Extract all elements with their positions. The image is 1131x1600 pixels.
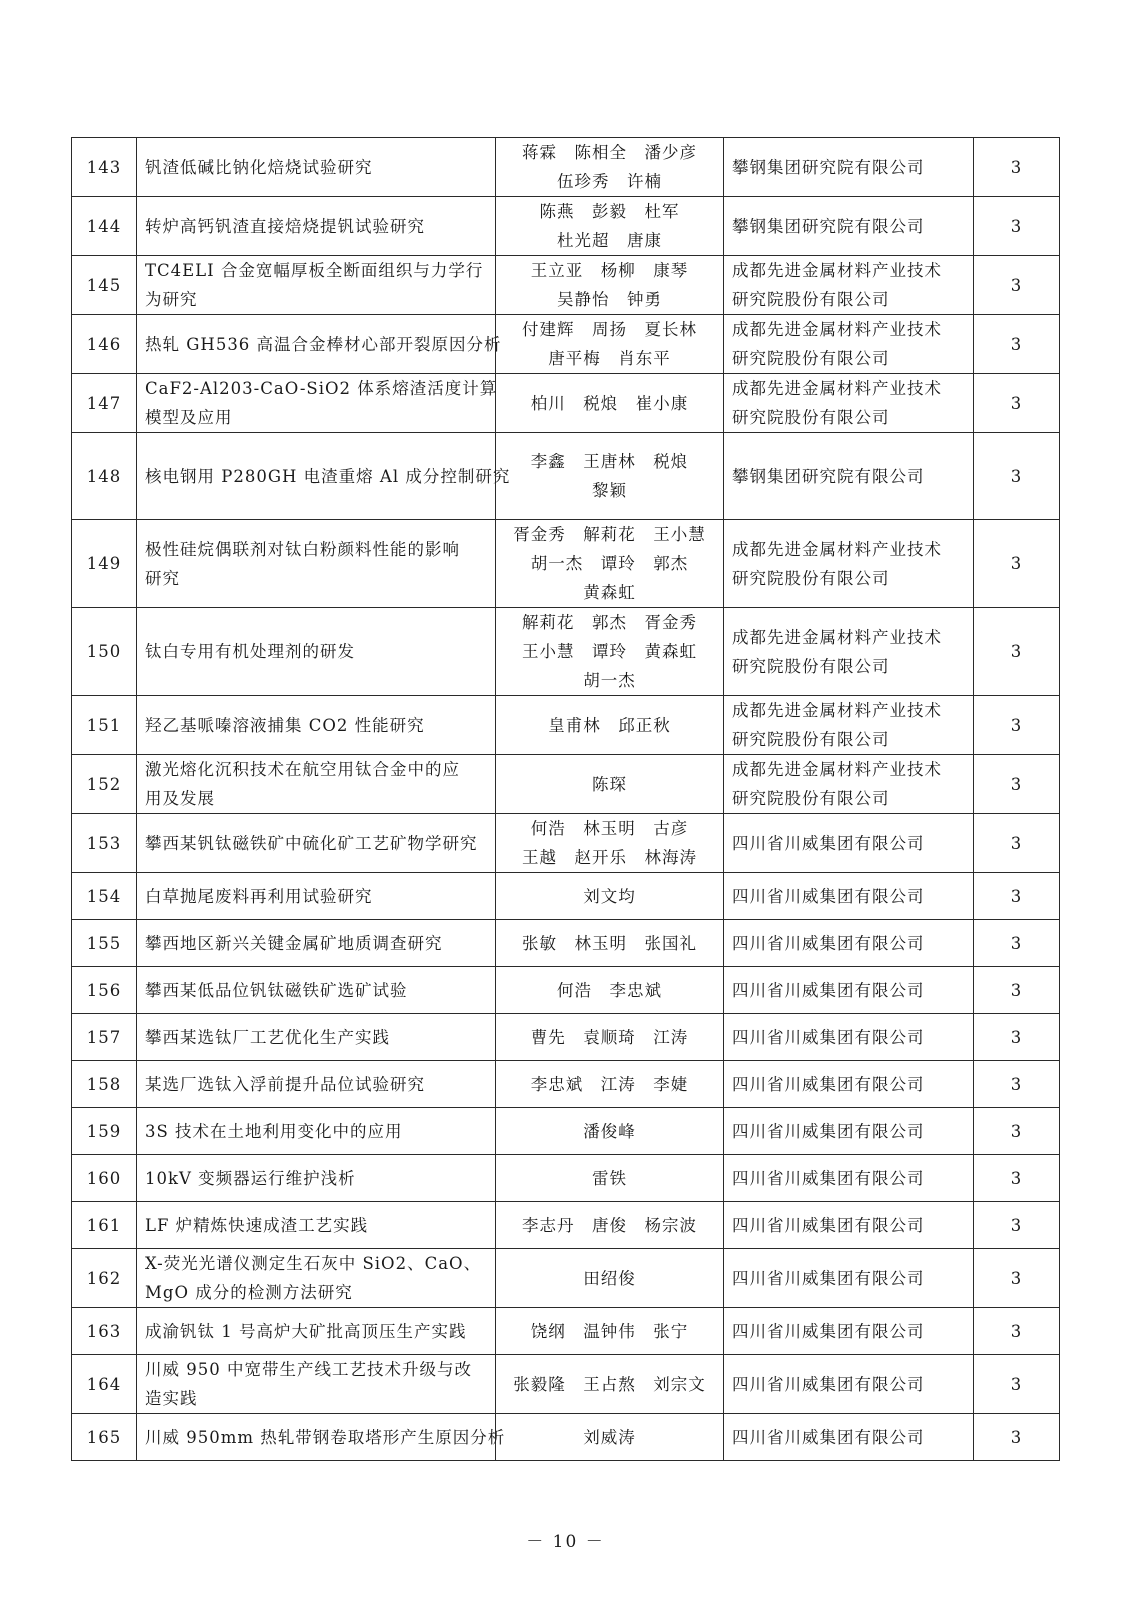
- project-title-cell-line: 川威 950mm 热轧带钢卷取塔形产生原因分析: [145, 1427, 506, 1447]
- project-title-cell: [137, 1355, 496, 1414]
- project-title-cell-line: 10kV 变频器运行维护浅析: [145, 1168, 356, 1188]
- project-title-cell-line: 用及发展: [145, 789, 215, 808]
- award-grade-cell: 3: [974, 920, 1060, 967]
- row-number-cell: 144: [72, 197, 137, 256]
- award-grade-cell: 3: [974, 520, 1060, 608]
- row-number-cell: 143: [72, 138, 137, 197]
- project-title-cell-line: MgO 成分的检测方法研究: [145, 1283, 353, 1302]
- organization-cell-line: 四川省川威集团有限公司: [732, 1168, 925, 1188]
- organization-cell-line: 研究院股份有限公司: [732, 568, 890, 588]
- authors-cell: [496, 256, 724, 315]
- project-title-cell: [137, 1202, 496, 1249]
- organization-cell: [724, 433, 974, 520]
- organization-cell-line: 成都先进金属材料产业技术: [732, 539, 942, 559]
- award-grade-cell: 3: [974, 967, 1060, 1014]
- authors-cell-line: 陈琛: [592, 774, 627, 794]
- authors-cell-line: 吴静怡 钟勇: [557, 290, 662, 309]
- row-number-cell: 156: [72, 967, 137, 1014]
- organization-cell: [724, 138, 974, 197]
- award-table: [71, 137, 1060, 1461]
- table-row: [72, 256, 1060, 315]
- authors-cell-line: 李忠斌 江涛 李婕: [530, 1074, 689, 1094]
- project-title-cell: [137, 967, 496, 1014]
- table-row: [72, 1061, 1060, 1108]
- row-number-cell: 161: [72, 1202, 137, 1249]
- table-row: [72, 814, 1060, 873]
- authors-cell: [496, 608, 724, 696]
- organization-cell-line: 四川省川威集团有限公司: [732, 1121, 925, 1141]
- project-title-cell-line: 激光熔化沉积技术在航空用钛合金中的应: [145, 760, 460, 779]
- organization-cell-line: 四川省川威集团有限公司: [732, 980, 925, 1000]
- authors-cell: [496, 873, 724, 920]
- project-title-cell: [137, 1249, 496, 1308]
- project-title-cell: [137, 1155, 496, 1202]
- award-grade-cell: 3: [974, 1355, 1060, 1414]
- project-title-cell-line: 转炉高钙钒渣直接焙烧提钒试验研究: [145, 216, 425, 236]
- authors-cell: [496, 920, 724, 967]
- authors-cell-line: 蒋霖 陈相全 潘少彦: [522, 143, 697, 162]
- authors-cell: [496, 315, 724, 374]
- award-grade-cell: 3: [974, 374, 1060, 433]
- organization-cell-line: 四川省川威集团有限公司: [732, 1374, 925, 1394]
- row-number-cell: 159: [72, 1108, 137, 1155]
- authors-cell: [496, 1014, 724, 1061]
- organization-cell-line: 研究院股份有限公司: [732, 789, 890, 808]
- authors-cell-line: 伍珍秀 许楠: [557, 172, 662, 191]
- organization-cell-line: 攀钢集团研究院有限公司: [732, 157, 925, 177]
- authors-cell-line: 王越 赵开乐 林海涛: [522, 848, 697, 867]
- project-title-cell-line: 攀西某低品位钒钛磁铁矿选矿试验: [145, 980, 408, 1000]
- organization-cell-line: 成都先进金属材料产业技术: [732, 627, 942, 647]
- project-title-cell-line: 羟乙基哌嗪溶液捕集 CO2 性能研究: [145, 715, 425, 735]
- authors-cell-line: 潘俊峰: [583, 1121, 636, 1141]
- table-row: [72, 138, 1060, 197]
- project-title-cell: [137, 755, 496, 814]
- award-grade-cell: 3: [974, 138, 1060, 197]
- project-title-cell: [137, 1014, 496, 1061]
- authors-cell-line: 黄森虹: [583, 583, 636, 602]
- authors-cell: [496, 967, 724, 1014]
- row-number-cell: 151: [72, 696, 137, 755]
- authors-cell-line: 雷铁: [592, 1168, 627, 1188]
- award-grade-cell: 3: [974, 1061, 1060, 1108]
- project-title-cell-line: 热轧 GH536 高温合金棒材心部开裂原因分析: [145, 334, 502, 354]
- authors-cell: [496, 1355, 724, 1414]
- authors-cell-line: 唐平梅 肖东平: [548, 349, 671, 368]
- table-row: [72, 1414, 1060, 1461]
- authors-cell: [496, 1202, 724, 1249]
- project-title-cell: [137, 138, 496, 197]
- table-row: [72, 1014, 1060, 1061]
- project-title-cell: [137, 315, 502, 374]
- authors-cell: [496, 755, 724, 814]
- authors-cell-line: 杜光超 唐康: [557, 231, 662, 250]
- award-grade-cell: 3: [974, 315, 1060, 374]
- row-number-cell: 155: [72, 920, 137, 967]
- organization-cell-line: 成都先进金属材料产业技术: [732, 379, 942, 398]
- authors-cell-line: 张毅隆 王占熬 刘宗文: [513, 1374, 706, 1394]
- authors-cell-line: 曹先 袁顺琦 江涛: [530, 1027, 689, 1047]
- project-title-cell-line: 攀西地区新兴关键金属矿地质调查研究: [145, 933, 443, 953]
- organization-cell-line: 研究院股份有限公司: [732, 408, 890, 427]
- table-row: [72, 967, 1060, 1014]
- row-number-cell: 153: [72, 814, 137, 873]
- authors-cell: [496, 1414, 724, 1461]
- organization-cell-line: 四川省川威集团有限公司: [732, 833, 925, 853]
- row-number-cell: 148: [72, 433, 137, 520]
- authors-cell: [496, 1249, 724, 1308]
- award-grade-cell: 3: [974, 1308, 1060, 1355]
- award-grade-cell: 3: [974, 256, 1060, 315]
- authors-cell-line: 李志丹 唐俊 杨宗波: [522, 1215, 697, 1235]
- organization-cell: [724, 1155, 974, 1202]
- award-grade-cell: 3: [974, 1108, 1060, 1155]
- authors-cell: [496, 374, 724, 433]
- project-title-cell: [137, 873, 496, 920]
- authors-cell: [496, 138, 724, 197]
- organization-cell-line: 研究院股份有限公司: [732, 730, 890, 749]
- organization-cell: [724, 256, 974, 315]
- authors-cell-line: 胡一杰: [583, 671, 636, 690]
- project-title-cell: [137, 1308, 496, 1355]
- award-grade-cell: 3: [974, 1249, 1060, 1308]
- project-title-cell-line: 3S 技术在土地利用变化中的应用: [145, 1121, 403, 1141]
- project-title-cell-line: LF 炉精炼快速成渣工艺实践: [145, 1215, 369, 1235]
- authors-cell: [496, 1108, 724, 1155]
- table-row: [72, 1108, 1060, 1155]
- authors-cell-line: 田绍俊: [583, 1268, 636, 1288]
- authors-cell-line: 付建辉 周扬 夏长林: [522, 320, 697, 339]
- project-title-cell-line: CaF2-Al203-CaO-SiO2 体系熔渣活度计算: [145, 379, 498, 398]
- project-title-cell: [137, 374, 496, 433]
- page-number: － 10 －: [526, 1532, 605, 1552]
- project-title-cell-line: 某选厂选钛入浮前提升品位试验研究: [145, 1074, 425, 1094]
- organization-cell: [724, 197, 974, 256]
- project-title-cell-line: 核电钢用 P280GH 电渣重熔 Al 成分控制研究: [145, 466, 511, 486]
- row-number-cell: 158: [72, 1061, 137, 1108]
- table-row: [72, 696, 1060, 755]
- award-grade-cell: 3: [974, 1202, 1060, 1249]
- authors-cell: [496, 814, 724, 873]
- award-grade-cell: 3: [974, 1014, 1060, 1061]
- authors-cell-line: 何浩 李忠斌: [557, 980, 662, 1000]
- authors-cell: [496, 1155, 724, 1202]
- table-row: [72, 755, 1060, 814]
- organization-cell: [724, 374, 974, 433]
- authors-cell-line: 刘威涛: [583, 1427, 636, 1447]
- organization-cell: [724, 1249, 974, 1308]
- organization-cell: [724, 1108, 974, 1155]
- organization-cell: [724, 1355, 974, 1414]
- organization-cell: [724, 814, 974, 873]
- row-number-cell: 154: [72, 873, 137, 920]
- project-title-cell-line: 攀西某钒钛磁铁矿中硫化矿工艺矿物学研究: [145, 833, 478, 853]
- project-title-cell: [137, 256, 496, 315]
- table-row: [72, 1249, 1060, 1308]
- project-title-cell: [137, 1108, 496, 1155]
- authors-cell: [496, 433, 724, 520]
- row-number-cell: 157: [72, 1014, 137, 1061]
- organization-cell-line: 成都先进金属材料产业技术: [732, 261, 942, 280]
- row-number-cell: 160: [72, 1155, 137, 1202]
- project-title-cell: [137, 608, 496, 696]
- organization-cell-line: 攀钢集团研究院有限公司: [732, 466, 925, 486]
- project-title-cell-line: TC4ELI 合金宽幅厚板全断面组织与力学行: [145, 261, 484, 280]
- organization-cell-line: 研究院股份有限公司: [732, 656, 890, 676]
- project-title-cell: [137, 814, 496, 873]
- project-title-cell-line: 造实践: [145, 1389, 198, 1408]
- organization-cell-line: 四川省川威集团有限公司: [732, 1074, 925, 1094]
- table-row: [72, 1155, 1060, 1202]
- award-grade-cell: 3: [974, 696, 1060, 755]
- project-title-cell: [137, 1414, 506, 1461]
- row-number-cell: 152: [72, 755, 137, 814]
- project-title-cell: [137, 520, 496, 608]
- table-row: [72, 374, 1060, 433]
- organization-cell: [724, 1202, 974, 1249]
- table-row: [72, 433, 1060, 520]
- project-title-cell: [137, 197, 496, 256]
- row-number-cell: 145: [72, 256, 137, 315]
- organization-cell: [724, 520, 974, 608]
- authors-cell: [496, 520, 724, 608]
- award-grade-cell: 3: [974, 873, 1060, 920]
- organization-cell-line: 四川省川威集团有限公司: [732, 1321, 925, 1341]
- project-title-cell: [137, 696, 496, 755]
- award-grade-cell: 3: [974, 814, 1060, 873]
- authors-cell-line: 何浩 林玉明 古彦: [530, 819, 689, 838]
- project-title-cell-line: 极性硅烷偶联剂对钛白粉颜料性能的影响: [145, 539, 460, 559]
- organization-cell-line: 研究院股份有限公司: [732, 349, 890, 368]
- organization-cell: [724, 608, 974, 696]
- project-title-cell-line: 钛白专用有机处理剂的研发: [145, 642, 355, 661]
- organization-cell: [724, 1414, 974, 1461]
- organization-cell-line: 四川省川威集团有限公司: [732, 1268, 925, 1288]
- row-number-cell: 150: [72, 608, 137, 696]
- authors-cell: [496, 197, 724, 256]
- award-grade-cell: 3: [974, 1414, 1060, 1461]
- row-number-cell: 163: [72, 1308, 137, 1355]
- authors-cell-line: 王小慧 谭玲 黄森虹: [522, 642, 697, 661]
- row-number-cell: 147: [72, 374, 137, 433]
- project-title-cell-line: 攀西某选钛厂工艺优化生产实践: [145, 1027, 390, 1047]
- project-title-cell-line: 钒渣低碱比钠化焙烧试验研究: [145, 157, 373, 177]
- project-title-cell-line: X-荧光光谱仪测定生石灰中 SiO2、CaO、: [145, 1254, 482, 1273]
- organization-cell-line: 成都先进金属材料产业技术: [732, 760, 942, 779]
- organization-cell-line: 攀钢集团研究院有限公司: [732, 216, 925, 236]
- project-title-cell: [137, 433, 511, 520]
- authors-cell-line: 胥金秀 解莉花 王小慧: [513, 525, 706, 544]
- organization-cell-line: 四川省川威集团有限公司: [732, 886, 925, 906]
- authors-cell-line: 李鑫 王唐林 税烺: [530, 452, 689, 471]
- organization-cell: [724, 873, 974, 920]
- table-row: [72, 1308, 1060, 1355]
- award-table-body: [72, 138, 1060, 1461]
- authors-cell-line: 饶纲 温钟伟 张宁: [530, 1321, 689, 1341]
- table-row: [72, 197, 1060, 256]
- award-grade-cell: 3: [974, 433, 1060, 520]
- project-title-cell-line: 白草抛尾废料再利用试验研究: [145, 886, 373, 906]
- organization-cell: [724, 755, 974, 814]
- organization-cell: [724, 967, 974, 1014]
- authors-cell-line: 张敏 林玉明 张国礼: [522, 933, 697, 953]
- organization-cell-line: 成都先进金属材料产业技术: [732, 701, 942, 720]
- organization-cell: [724, 315, 974, 374]
- award-grade-cell: 3: [974, 755, 1060, 814]
- project-title-cell-line: 成渝钒钛 1 号高炉大矿批高顶压生产实践: [145, 1321, 467, 1341]
- table-row: [72, 1355, 1060, 1414]
- organization-cell: [724, 1014, 974, 1061]
- authors-cell-line: 刘文均: [583, 886, 636, 906]
- row-number-cell: 164: [72, 1355, 137, 1414]
- authors-cell-line: 陈燕 彭毅 杜军: [539, 202, 680, 221]
- table-row: [72, 1202, 1060, 1249]
- organization-cell-line: 成都先进金属材料产业技术: [732, 320, 942, 339]
- award-grade-cell: 3: [974, 1155, 1060, 1202]
- project-title-cell-line: 研究: [145, 568, 180, 588]
- row-number-cell: 165: [72, 1414, 137, 1461]
- project-title-cell: [137, 1061, 496, 1108]
- table-row: [72, 608, 1060, 696]
- authors-cell-line: 王立亚 杨柳 康琴: [530, 261, 689, 280]
- organization-cell-line: 四川省川威集团有限公司: [732, 1027, 925, 1047]
- table-row: [72, 873, 1060, 920]
- authors-cell-line: 黎颖: [592, 481, 627, 500]
- project-title-cell-line: 模型及应用: [145, 408, 233, 427]
- authors-cell-line: 胡一杰 谭玲 郭杰: [530, 554, 689, 573]
- table-row: [72, 920, 1060, 967]
- row-number-cell: 146: [72, 315, 137, 374]
- award-grade-cell: 3: [974, 197, 1060, 256]
- organization-cell-line: 研究院股份有限公司: [732, 290, 890, 309]
- award-grade-cell: 3: [974, 608, 1060, 696]
- organization-cell: [724, 696, 974, 755]
- project-title-cell-line: 川威 950 中宽带生产线工艺技术升级与改: [145, 1360, 472, 1379]
- organization-cell-line: 四川省川威集团有限公司: [732, 933, 925, 953]
- project-title-cell-line: 为研究: [145, 290, 198, 309]
- organization-cell: [724, 1061, 974, 1108]
- authors-cell-line: 解莉花 郭杰 胥金秀: [522, 613, 697, 632]
- organization-cell: [724, 920, 974, 967]
- authors-cell: [496, 1308, 724, 1355]
- organization-cell: [724, 1308, 974, 1355]
- authors-cell-line: 柏川 税烺 崔小康: [530, 393, 689, 413]
- authors-cell-line: 皇甫林 邱正秋: [548, 715, 671, 735]
- row-number-cell: 149: [72, 520, 137, 608]
- project-title-cell: [137, 920, 496, 967]
- authors-cell: [496, 696, 724, 755]
- authors-cell: [496, 1061, 724, 1108]
- table-row: [72, 520, 1060, 608]
- table-row: [72, 315, 1060, 374]
- organization-cell-line: 四川省川威集团有限公司: [732, 1215, 925, 1235]
- organization-cell-line: 四川省川威集团有限公司: [732, 1427, 925, 1447]
- row-number-cell: 162: [72, 1249, 137, 1308]
